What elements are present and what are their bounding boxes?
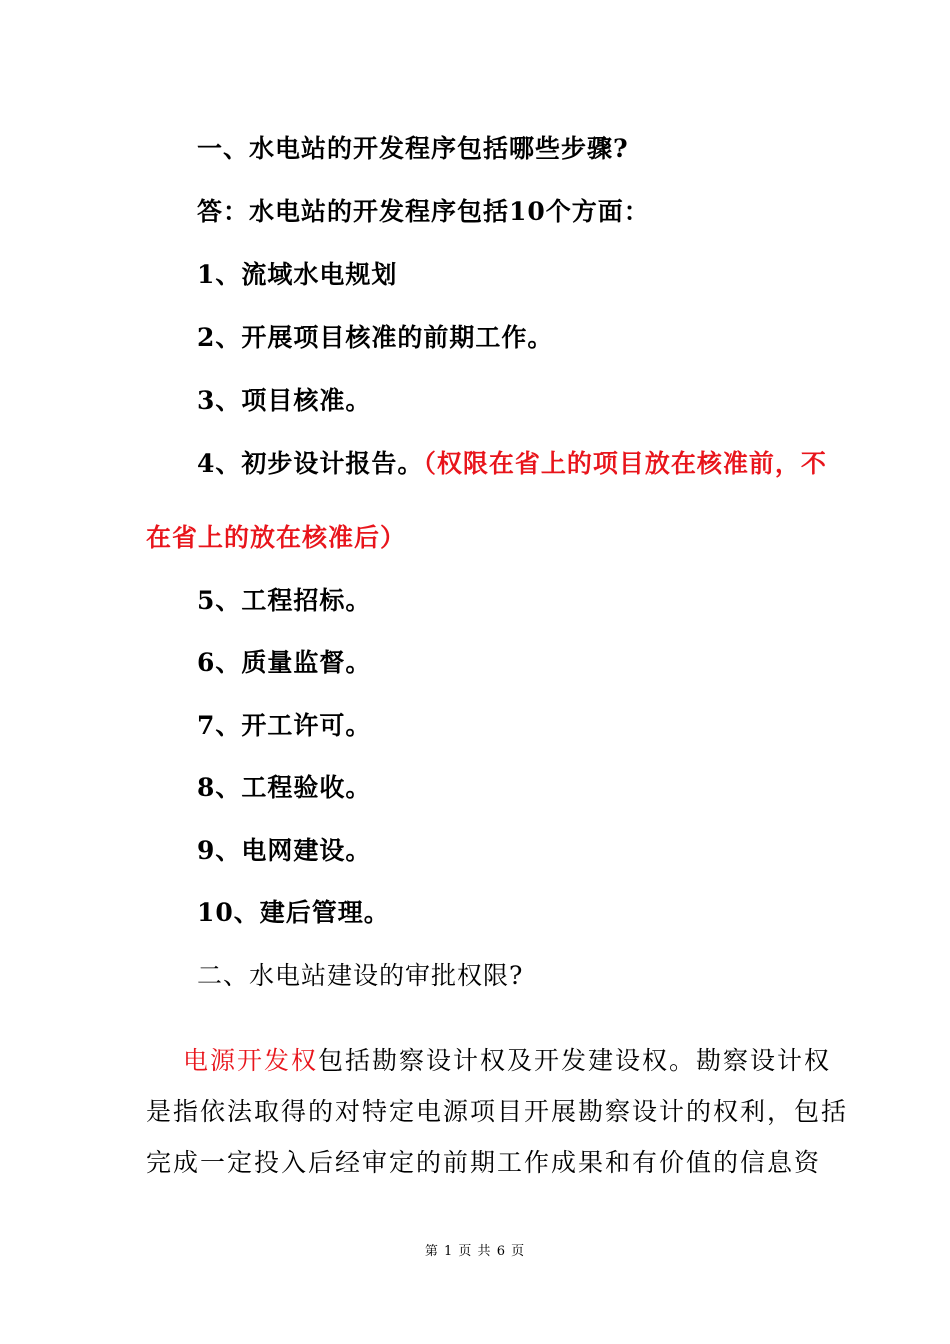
step-6: 6、质量监督。 — [197, 648, 372, 677]
paragraph-line-1-rest: 包括勘察设计权及开发建设权。勘察设计权 — [318, 1046, 832, 1075]
question-2-title: 二、水电站建设的审批权限? — [197, 961, 524, 990]
step-4: 4、初步设计报告。 — [197, 449, 424, 478]
question-1-answer: 答：水电站的开发程序包括10个方面： — [197, 197, 650, 226]
step-1: 1、流域水电规划 — [197, 260, 398, 289]
step-4-line — [197, 448, 827, 480]
highlight-term: 电源开发权 — [183, 1046, 319, 1075]
step-8: 8、工程验收。 — [197, 773, 372, 802]
step-3: 3、项目核准。 — [197, 386, 372, 415]
step-9: 9、电网建设。 — [197, 836, 372, 865]
page-number-footer: 第 1 页 共 6 页 — [424, 1244, 526, 1259]
step-10: 10、建后管理。 — [197, 898, 390, 927]
step-5: 5、工程招标。 — [197, 586, 372, 615]
paragraph-line-2: 是指依法取得的对特定电源项目开展勘察设计的权利，包括 — [146, 1097, 849, 1126]
step-7: 7、开工许可。 — [197, 711, 372, 740]
step-2: 2、开展项目核准的前期工作。 — [197, 323, 554, 352]
paragraph-line-3: 完成一定投入后经审定的前期工作成果和有价值的信息资 — [146, 1148, 822, 1177]
question-1-title: 一、水电站的开发程序包括哪些步骤? — [197, 134, 629, 163]
paragraph-line-1 — [183, 1045, 831, 1077]
step-4-note-line1: （权限在省上的项目放在核准前，不 — [423, 449, 827, 478]
step-4-note-line2: 在省上的放在核准后） — [146, 523, 407, 552]
